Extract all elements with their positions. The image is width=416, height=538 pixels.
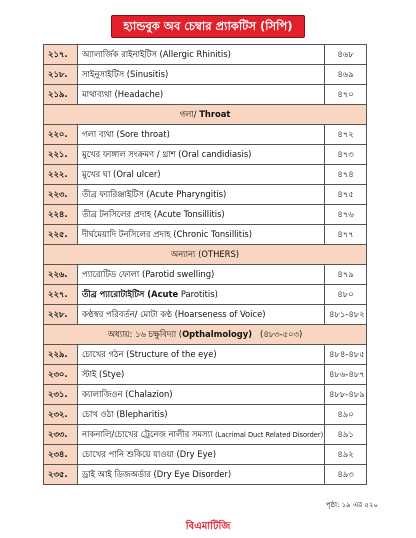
section-label: গলা/ bbox=[179, 109, 197, 119]
entry-number: ২৩৩. bbox=[44, 425, 78, 445]
page-header bbox=[0, 15, 416, 38]
entry-title: সাইনুসাইটিস (Sinusitis) bbox=[78, 65, 325, 85]
entry-page: ৪৭৫ bbox=[325, 185, 367, 205]
entry-page: ৪৮৮-৪৮৯ bbox=[325, 385, 367, 405]
entry-title: তীব্র টনসিলের প্রদাহ (Acute Tonsillitis) bbox=[78, 205, 325, 225]
table-of-contents bbox=[43, 44, 367, 485]
footer-brand: বিএমাটিজি bbox=[185, 521, 231, 532]
toc-row[interactable] bbox=[44, 365, 367, 385]
entry-number: ২২৬. bbox=[44, 265, 78, 285]
toc-row[interactable] bbox=[44, 165, 367, 185]
entry-page: ৪৮১-৪৮২ bbox=[325, 305, 367, 325]
chapter-label: অধ্যায়: ১৬ চক্ষুবিদ্যা ( bbox=[107, 329, 183, 339]
entry-title: ক্যালাজিওন (Chalazion) bbox=[78, 385, 325, 405]
toc-row[interactable] bbox=[44, 45, 367, 65]
section-row bbox=[44, 325, 367, 345]
entry-title: গলা ব্যথা (Sore throat) bbox=[78, 125, 325, 145]
entry-number: ২২০. bbox=[44, 125, 78, 145]
entry-page: ৪৯৩ bbox=[325, 465, 367, 485]
entry-page: ৪৭২ bbox=[325, 125, 367, 145]
section-label-bold: Throat bbox=[199, 109, 231, 119]
entry-page: ৪৭০ bbox=[325, 85, 367, 105]
toc-row[interactable] bbox=[44, 265, 367, 285]
entry-number: ২৩৪. bbox=[44, 445, 78, 465]
entry-title: অ্যালার্জিক রাইনাইটিস (Allergic Rhinitis) bbox=[78, 45, 325, 65]
entry-number: ২২৭. bbox=[44, 285, 78, 305]
entry-title-small: (Lacrimal Duct Related Disorder) bbox=[215, 430, 324, 439]
entry-title: মুখের ঘা (Oral ulcer) bbox=[78, 165, 325, 185]
toc-row[interactable] bbox=[44, 445, 367, 465]
entry-title: কণ্ঠস্বর পরিবর্তন/ মোটা কণ্ঠ (Hoarseness of Voice) bbox=[78, 305, 325, 325]
entry-title bbox=[78, 285, 325, 305]
toc-row[interactable] bbox=[44, 345, 367, 365]
entry-title: চোখ ওঠা (Blepharitis) bbox=[78, 405, 325, 425]
toc-row[interactable] bbox=[44, 285, 367, 305]
entry-number: ২২৩. bbox=[44, 185, 78, 205]
entry-title: স্টাই (Stye) bbox=[78, 365, 325, 385]
entry-title bbox=[78, 425, 325, 445]
section-label: অন্যান্য (OTHERS) bbox=[170, 249, 240, 259]
entry-number: ২২৯. bbox=[44, 345, 78, 365]
entry-page: ৪৯২ bbox=[325, 445, 367, 465]
entry-title-rest: Parotitis) bbox=[178, 289, 218, 299]
toc-row[interactable] bbox=[44, 225, 367, 245]
entry-page: ৪৮৪-৪৮৫ bbox=[325, 345, 367, 365]
entry-number: ২৩৫. bbox=[44, 465, 78, 485]
entry-page: ৪৭৬ bbox=[325, 205, 367, 225]
entry-page: ৪৬৯ bbox=[325, 65, 367, 85]
toc-row[interactable] bbox=[44, 405, 367, 425]
entry-number: ২২৪. bbox=[44, 205, 78, 225]
book-title: হ্যান্ডবুক অব চেম্বার প্র্যাকটিস (সিপি) bbox=[111, 15, 306, 38]
entry-title: চোখের পানি শুকিয়ে যাওয়া (Dry Eye) bbox=[78, 445, 325, 465]
entry-title: মাথাব্যথা (Headache) bbox=[78, 85, 325, 105]
entry-title: তীব্র ফ্যারিঞ্জাইটিস (Acute Pharyngitis) bbox=[78, 185, 325, 205]
entry-page: ৪৭৪ bbox=[325, 165, 367, 185]
toc-row[interactable] bbox=[44, 65, 367, 85]
toc-row[interactable] bbox=[44, 425, 367, 445]
entry-number: ২৩২. bbox=[44, 405, 78, 425]
toc-row[interactable] bbox=[44, 145, 367, 165]
toc-row[interactable] bbox=[44, 465, 367, 485]
section-heading-throat bbox=[44, 105, 367, 125]
entry-number: ২২৫. bbox=[44, 225, 78, 245]
entry-number: ২৩১. bbox=[44, 385, 78, 405]
entry-page: ৪৭৭ bbox=[325, 225, 367, 245]
toc-row[interactable] bbox=[44, 205, 367, 225]
entry-page: ৪৭৯ bbox=[325, 265, 367, 285]
section-row bbox=[44, 245, 367, 265]
entry-number: ২১৭. bbox=[44, 45, 78, 65]
entry-page: ৪৭৩ bbox=[325, 145, 367, 165]
chapter-page-range: (৪৮৩-৫০৩) bbox=[252, 329, 303, 339]
entry-number: ২২১. bbox=[44, 145, 78, 165]
chapter-heading-ophthalmology bbox=[44, 325, 367, 345]
page-number: পৃষ্ঠা: ১৯ এর ৫২০ bbox=[325, 501, 378, 509]
entry-title: দীর্ঘমেয়াদি টনসিলের প্রদাহ (Chronic Tonsillitis) bbox=[78, 225, 325, 245]
entry-title: চোখের গঠন (Structure of the eye) bbox=[78, 345, 325, 365]
entry-title-main: নাকনালি/চোখের ট্রেনেজ নালীর সমস্যা bbox=[82, 428, 216, 439]
chapter-label-bold: Opthalmology) bbox=[182, 329, 253, 339]
entry-page: ৪৬৮ bbox=[325, 45, 367, 65]
entry-title: প্যারোটিড ফোলা (Parotid swelling) bbox=[78, 265, 325, 285]
entry-title: মুখের ফাঙ্গাল সংক্রমণ / থ্রাশ (Oral candidiasis) bbox=[78, 145, 325, 165]
section-row bbox=[44, 105, 367, 125]
entry-page: ৪৯১ bbox=[325, 425, 367, 445]
entry-number: ২১৮. bbox=[44, 65, 78, 85]
toc-row[interactable] bbox=[44, 305, 367, 325]
entry-page: ৪৯০ bbox=[325, 405, 367, 425]
entry-title: ড্রাই আই ডিজঅর্ডার (Dry Eye Disorder) bbox=[78, 465, 325, 485]
entry-page: ৪৮৬-৪৮৭ bbox=[325, 365, 367, 385]
toc-row[interactable] bbox=[44, 125, 367, 145]
toc-row[interactable] bbox=[44, 385, 367, 405]
entry-page: ৪৮০ bbox=[325, 285, 367, 305]
entry-number: ২২২. bbox=[44, 165, 78, 185]
entry-number: ২৩০. bbox=[44, 365, 78, 385]
entry-title-bold: তীব্র প্যারোটাইটিস ( bbox=[82, 289, 152, 299]
section-heading-others bbox=[44, 245, 367, 265]
entry-number: ২২৮. bbox=[44, 305, 78, 325]
toc-row[interactable] bbox=[44, 185, 367, 205]
toc-row[interactable] bbox=[44, 85, 367, 105]
entry-number: ২১৯. bbox=[44, 85, 78, 105]
entry-title-bold-term: Acute bbox=[151, 289, 179, 299]
